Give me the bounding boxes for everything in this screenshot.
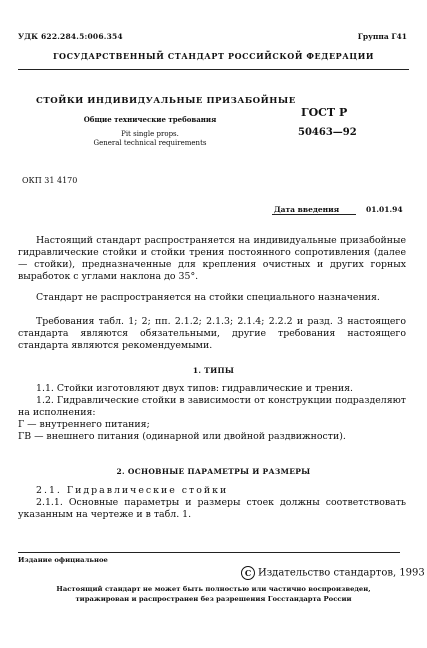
paragraph-1-1-text: 1.1. Стойки изготовляют двух типов: гидравлические и трения. (36, 383, 354, 394)
official-edition-label: Издание официальное (18, 556, 108, 564)
subtitle-en-line-1: Pit single props. (121, 130, 179, 138)
paragraph-2-1-1 (18, 497, 406, 521)
state-standard-heading: ГОСУДАРСТВЕННЫЙ СТАНДАРТ РОССИЙСКОЙ ФЕДЕРАЦИИ (52, 51, 375, 61)
paragraph-exclusion (18, 292, 406, 304)
okp-code: ОКП 31 4170 (22, 176, 78, 185)
paragraph-requirements (18, 316, 406, 352)
copyright-icon: C (241, 566, 255, 580)
paragraph-scope-text: Настоящий стандарт распространяется на индивидуальные призабойные гидравлические стойки и стойки трения постоянного сопротивления (далее — стойки), предназначенные для крепления очистных и других горных выработок с углами наклона до 35°. (18, 235, 406, 282)
udk-code: УДК 622.284.5:006.354 (18, 32, 123, 41)
subtitle-en-line-2: General technical requirements (93, 139, 207, 147)
intro-date-label: Дата введения (274, 205, 340, 214)
gost-number: 50463—92 (298, 127, 357, 138)
intro-date-rule (272, 214, 356, 215)
section-heading-parameters: 2. ОСНОВНЫЕ ПАРАМЕТРЫ И РАЗМЕРЫ (116, 467, 311, 476)
footer-rule (18, 552, 400, 553)
header-rule (18, 69, 409, 70)
gost-label: ГОСТ Р (301, 106, 348, 119)
list-item-gv (18, 431, 406, 443)
paragraph-1-2 (18, 395, 406, 419)
document-title: СТОЙКИ ИНДИВИДУАЛЬНЫЕ ПРИЗАБОЙНЫЕ (36, 96, 296, 106)
paragraph-2-1-text: 2.1. Гидравлические стойки (36, 485, 229, 496)
paragraph-2-1-1-text: 2.1.1. Основные параметры и размеры стоек должны соответствовать указанным на чертеже и в табл. 1. (18, 497, 406, 520)
paragraph-scope (18, 235, 406, 283)
paragraph-1-2-text: 1.2. Гидравлические стойки в зависимости от конструкции подразделяют на исполнения: (18, 395, 406, 418)
paragraph-1-1 (18, 383, 406, 395)
paragraph-exclusion-text: Стандарт не распространяется на стойки специального назначения. (36, 292, 380, 303)
reproduction-notice-line-1: Настоящий стандарт не может быть полностью или частично воспроизведен, (56, 585, 371, 593)
section-heading-types: 1. ТИПЫ (192, 366, 235, 375)
subtitle-en (0, 130, 300, 148)
list-item-g-text: Г — внутреннего питания; (18, 419, 150, 430)
intro-date-value: 01.01.94 (366, 205, 403, 214)
subtitle-ru: Общие технические требования (83, 115, 217, 124)
paragraph-2-1 (18, 485, 406, 497)
paragraph-requirements-text: Требования табл. 1; 2; пп. 2.1.2; 2.1.3; 2.1.4; 2.2.2 и разд. 3 настоящего стандарта являются обязательными, другие требования настоящего стандарта являются рекомендуемыми. (18, 316, 406, 351)
copyright-text: Издательство стандартов, 1993 (258, 567, 425, 579)
group-code: Группа Г41 (357, 32, 407, 41)
list-item-gv-text: ГВ — внешнего питания (одинарной или двойной раздвижности). (18, 431, 346, 442)
reproduction-notice-line-2: тиражирован и распространен без разрешения Госстандарта России (75, 595, 352, 603)
copyright-line (241, 566, 425, 580)
list-item-g (18, 419, 406, 431)
